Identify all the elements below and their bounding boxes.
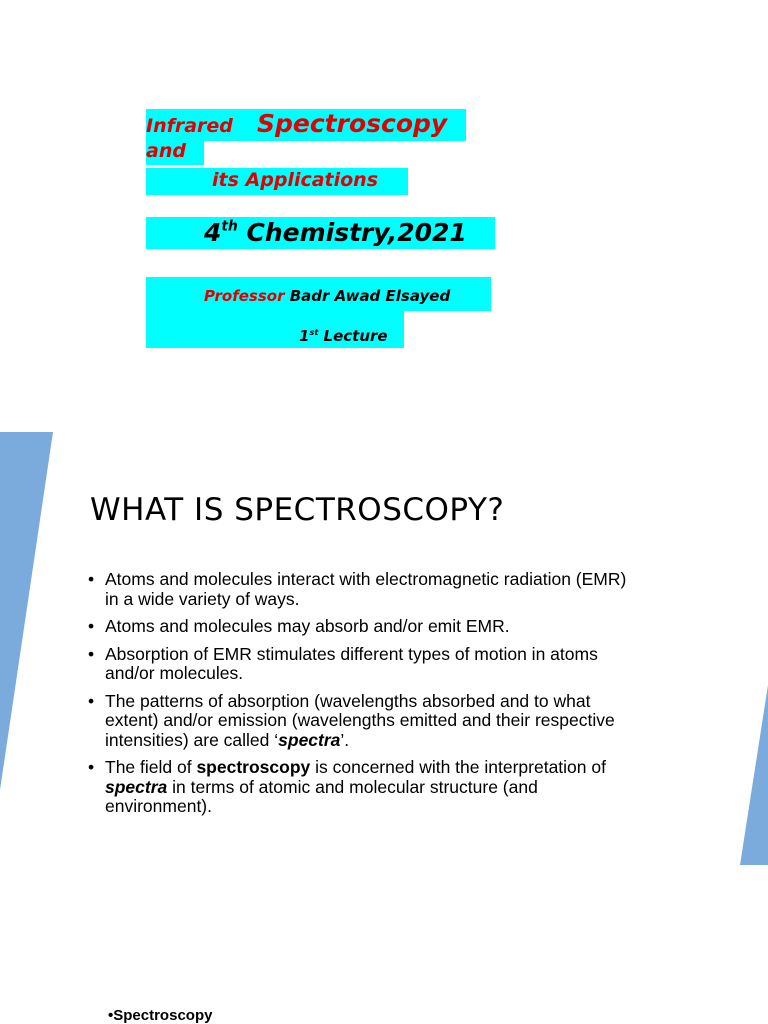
lecture-superscript: st [309, 327, 319, 337]
next-slide-bullet: •Spectroscopy [108, 1007, 213, 1024]
title-slide [0, 0, 768, 432]
title-word-infrared: Infrared [146, 115, 233, 137]
bullet-list [88, 570, 633, 825]
next-slide-partial [0, 992, 768, 1024]
left-accent-shape [0, 432, 53, 790]
bullet-item: • The field of spectroscopy is concerned with the interpretation of spectra in terms of atomic and molecular structure (and environment). [88, 758, 633, 817]
title-word-and: and [146, 140, 186, 162]
emphasis-spectra: spectra [278, 729, 341, 750]
lecture-line: 1st Lecture [299, 327, 388, 346]
right-accent-shape [740, 685, 768, 865]
course-line: 4th Chemistry,2021 [204, 218, 467, 247]
emphasis-spectra: spectra [105, 776, 168, 797]
subtitle: its Applications [212, 169, 379, 191]
slide-heading: WHAT IS SPECTROSCOPY? [90, 492, 505, 528]
bullet-item: • The patterns of absorption (wavelengths absorbed and to what extent) and/or emission (wavelengths emitted and their respective intensities) are called ‘spectra’. [88, 692, 633, 751]
professor-name: Badr Awad Elsayed [289, 287, 451, 305]
professor-line [204, 287, 450, 305]
bullet-item: • Atoms and molecules interact with electromagnetic radiation (EMR) in a wide variety of ways. [88, 570, 633, 609]
bullet-item: • Absorption of EMR stimulates different types of motion in atoms and/or molecules. [88, 645, 633, 684]
content-slide [0, 432, 768, 992]
emphasis-spectroscopy: spectroscopy [196, 757, 311, 777]
bullet-item: • Atoms and molecules may absorb and/or emit EMR. [88, 617, 633, 637]
professor-label: Professor [204, 287, 285, 305]
title-word-spectroscopy: Spectroscopy [257, 109, 448, 138]
course-superscript: th [221, 218, 238, 235]
